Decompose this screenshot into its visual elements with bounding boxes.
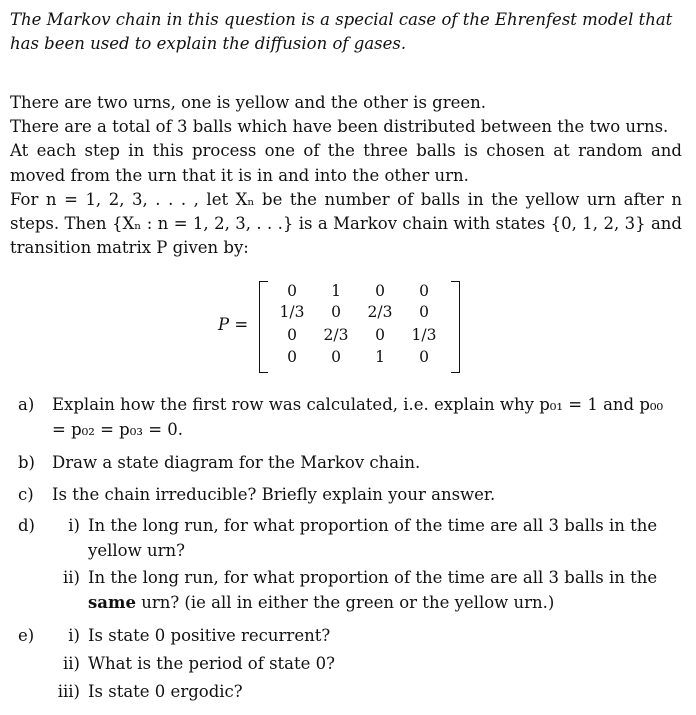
matrix-cell: 1/3 (279, 303, 305, 321)
matrix-cell: 2/3 (367, 303, 393, 321)
intro-text: The Markov chain in this question is a special case of the Ehrenfest model that has been used to explain the diffusion of gases. (10, 10, 673, 53)
subquestion-label: i) (68, 516, 80, 535)
question-label: d) (18, 516, 35, 535)
chain-definition: For n = 1, 2, 3, . . . , let Xₙ be the number of balls in the yellow urn after n steps. Then {Xₙ : n = 1, 2, 3, . . .} is a Markov chain with states {0, 1, 2, 3} and transition matrix P given by: (10, 189, 682, 258)
step-sentence: At each step in this process one of the three balls is chosen at random and moved from the urn that it is in and into the other urn. (10, 141, 682, 185)
text-part: urn? (ie all in either the green or the yellow urn.) (141, 592, 555, 612)
subquestion-label: i) (68, 626, 80, 645)
emphasis-same: same (88, 592, 136, 612)
right-bracket (451, 281, 460, 373)
matrix-cell: 0 (419, 348, 429, 366)
subquestion-text (88, 566, 678, 615)
urns-sentence: There are two urns, one is yellow and the other is green. (10, 93, 487, 112)
subquestion-label: ii) (63, 568, 80, 587)
question-text: Draw a state diagram for the Markov chain. (52, 453, 421, 472)
matrix-cell: 1 (331, 282, 341, 300)
question-label: e) (18, 626, 35, 645)
text-part: In the long run, for what proportion of the time are all 3 balls in the (88, 568, 658, 587)
balls-sentence: There are a total of 3 balls which have been distributed between the two urns. (10, 117, 669, 137)
subquestion-label: iii) (57, 682, 80, 701)
matrix-cell: 0 (287, 348, 297, 366)
matrix-cell: 0 (287, 326, 297, 344)
matrix-cell: 0 (331, 348, 341, 366)
subquestion-text: Is state 0 positive recurrent? (88, 626, 331, 645)
problem-description (10, 91, 682, 260)
matrix-label: P = (218, 315, 249, 334)
left-bracket (259, 281, 268, 373)
matrix-cell: 1 (375, 348, 385, 366)
question-label: a) (18, 395, 35, 414)
question-text: Is the chain irreducible? Briefly explain your answer. (52, 485, 496, 504)
subquestion-text: In the long run, for what proportion of the time are all 3 balls in the yellow urn? (88, 516, 658, 560)
subquestion-text: What is the period of state 0? (88, 654, 335, 673)
question-label: b) (18, 453, 35, 472)
question-text: Explain how the first row was calculated, i.e. explain why p₀₁ = 1 and p₀₀ = p₀₂ = p₀₃ = 0. (52, 395, 664, 439)
matrix-cell: 0 (287, 282, 297, 300)
matrix-cell: 0 (375, 326, 385, 344)
subquestion-label: ii) (63, 654, 80, 673)
question-label: c) (18, 485, 34, 504)
matrix-cell: 2/3 (323, 326, 349, 344)
subquestion-text: Is state 0 ergodic? (88, 682, 243, 701)
matrix-cell: 1/3 (411, 326, 437, 344)
matrix-cell: 0 (419, 303, 429, 321)
matrix-cell: 0 (331, 303, 341, 321)
matrix-cell: 0 (375, 282, 385, 300)
matrix-cell: 0 (419, 282, 429, 300)
